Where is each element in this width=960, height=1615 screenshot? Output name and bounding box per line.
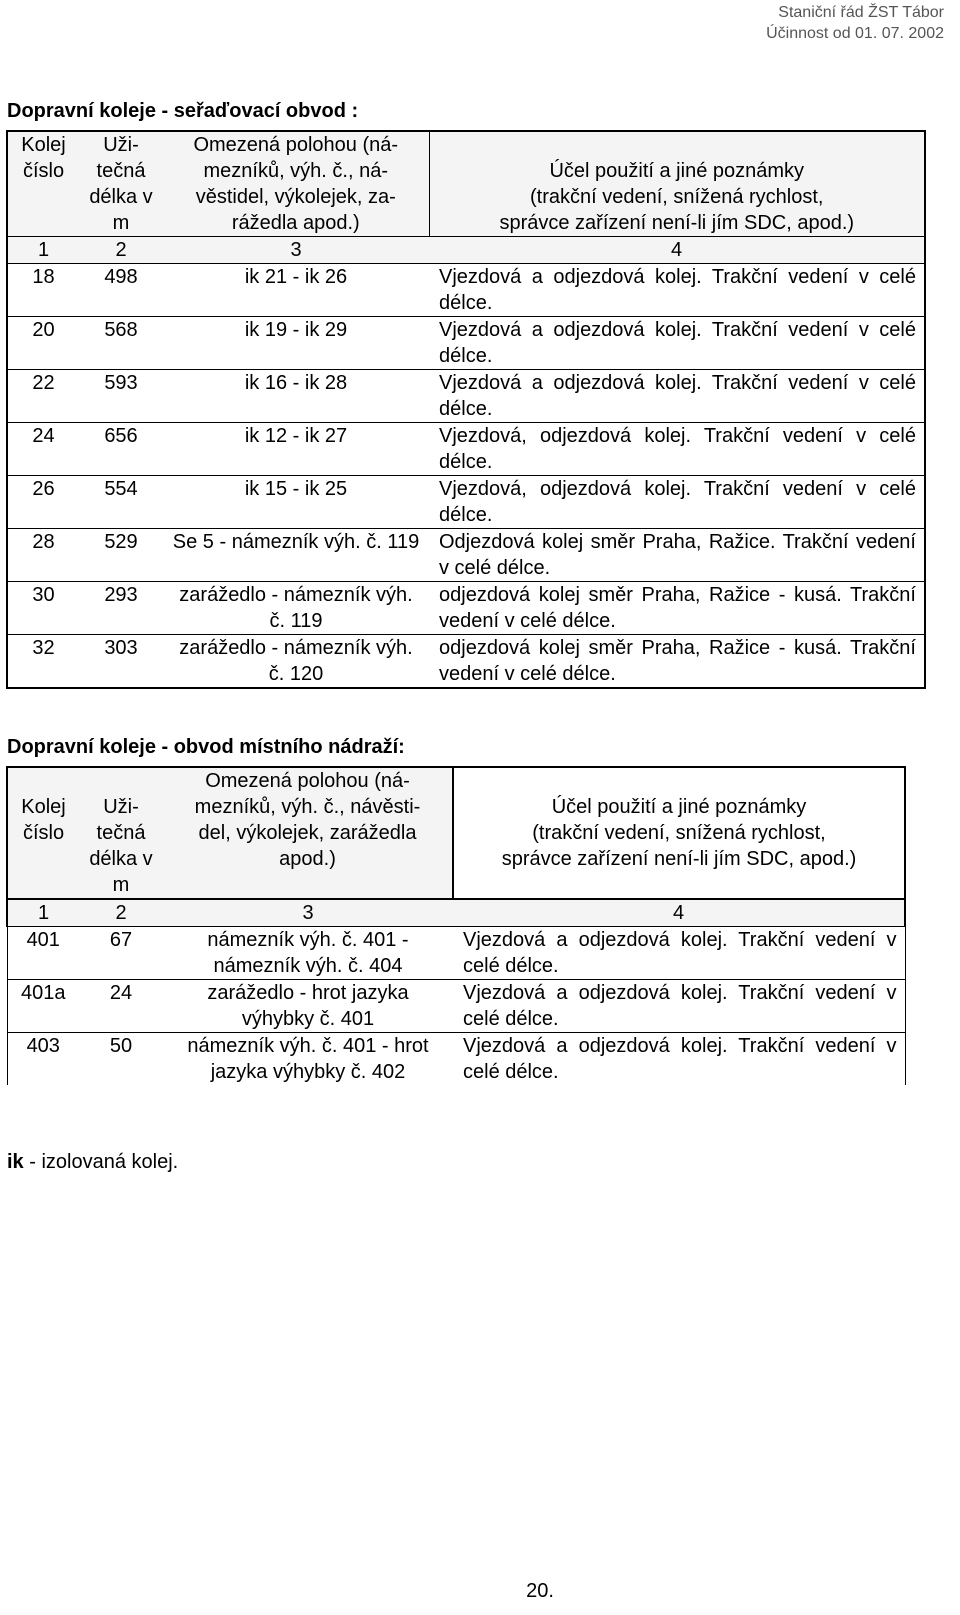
cell-ucel: Vjezdová, odjezdová kolej. Trakční vedení v celé délce. [429,476,925,529]
cell-kolej: 401a [7,980,79,1033]
cell-omezena: námezník výh. č. 401 - námezník výh. č. 404 [163,927,453,980]
cell-omezena: ik 12 - ik 27 [163,423,429,476]
col-header-delka: Uži- tečná délka v m [79,767,163,899]
col-number: 3 [163,237,429,264]
col-number: 3 [163,899,453,927]
document-title: Staniční řád ŽST Tábor [778,4,944,21]
cell-omezena: zarážedlo - námezník výh. č. 120 [179,637,413,685]
cell-kolej: 28 [7,529,79,582]
cell-omezena: zarážedlo - hrot jazyka výhybky č. 401 [163,980,453,1033]
cell-omezena: ik 16 - ik 28 [163,370,429,423]
cell-ucel: Odjezdová kolej směr Praha, Ražice. Trakční vedení v celé délce. [429,529,925,582]
cell-ucel: Vjezdová a odjezdová kolej. Trakční vedení v celé délce. [453,927,905,980]
cell-ucel: Vjezdová a odjezdová kolej. Trakční vedení v celé délce. [429,370,925,423]
page-header [766,2,944,44]
col-number: 4 [453,899,905,927]
cell-kolej: 401 [7,927,79,980]
cell-omezena: zarážedlo - námezník výh. č. 119 [163,582,429,635]
cell-delka: 498 [79,264,163,317]
table-row [7,264,925,317]
cell-ucel: Vjezdová, odjezdová kolej. Trakční vedení v celé délce. [429,423,925,476]
col-header-omezena: Omezená polohou (ná- mezníků, výh. č., návěsti- del, výkolejek, zarážedla apod.) [163,767,453,899]
col-number: 2 [79,237,163,264]
cell-delka: 50 [109,1035,133,1057]
col-number: 1 [7,899,79,927]
cell-kolej: 22 [7,370,79,423]
cell-ucel: Vjezdová a odjezdová kolej. Trakční vedení v celé délce. [429,264,925,317]
col-number: 1 [7,237,79,264]
footnote-abbr: ik [7,1151,24,1173]
table-row [7,927,905,980]
cell-omezena: Se 5 - námezník výh. č. 119 [163,529,429,582]
cell-delka: 303 [104,637,138,659]
cell-ucel: Vjezdová a odjezdová kolej. Trakční vedení v celé délce. [453,980,905,1033]
cell-ucel: odjezdová kolej směr Praha, Ražice - kusá. Trakční vedení v celé délce. [429,582,925,635]
cell-kolej: 32 [32,637,55,659]
cell-omezena: ik 21 - ik 26 [163,264,429,317]
table-local-station-tracks [6,766,906,1085]
page-number: 20. [526,1580,554,1602]
footnote [7,1151,178,1174]
col-header-kolej: Kolej číslo [7,767,79,899]
col-header-ucel: Účel použití a jiné poznámky (trakční vedení, snížená rychlost, správce zařízení není-li jím SDC, apod.) [453,767,905,899]
table-row [7,635,925,689]
col-header-kolej: Kolej číslo [7,131,79,237]
table-row [7,370,925,423]
column-number-row [7,899,905,927]
table-header-row [7,767,905,899]
cell-delka: 554 [79,476,163,529]
cell-delka: 529 [79,529,163,582]
cell-kolej: 18 [7,264,79,317]
table-row [7,1033,905,1086]
cell-delka: 67 [79,927,163,980]
section1-title: Dopravní koleje - seřaďovací obvod : [7,100,359,122]
col-header-ucel: Účel použití a jiné poznámky (trakční vedení, snížená rychlost, správce zařízení není-li jím SDC, apod.) [429,131,925,237]
table-header-row [7,131,925,237]
cell-ucel: Vjezdová a odjezdová kolej. Trakční vedení v celé délce. [429,317,925,370]
cell-ucel: odjezdová kolej směr Praha, Ražice - kusá. Trakční vedení v celé délce. [439,637,916,685]
cell-delka: 593 [79,370,163,423]
cell-kolej: 24 [7,423,79,476]
cell-ucel: Vjezdová a odjezdová kolej. Trakční vedení v celé délce. [463,1035,897,1083]
table-row [7,423,925,476]
cell-omezena: námezník výh. č. 401 - hrot jazyka výhybky č. 402 [187,1035,429,1083]
col-header-omezena: Omezená polohou (ná- mezníků, výh. č., ná- věstidel, výkolejek, za- rážedla apod.) [163,131,429,237]
cell-delka: 656 [79,423,163,476]
table-row [7,582,925,635]
col-number: 4 [429,237,925,264]
effective-date: Účinnost od 01. 07. 2002 [766,25,944,42]
table-row [7,529,925,582]
table-row [7,317,925,370]
table-row [7,476,925,529]
cell-delka: 24 [79,980,163,1033]
cell-delka: 293 [79,582,163,635]
col-number: 2 [79,899,163,927]
cell-delka: 568 [79,317,163,370]
footnote-text: - izolovaná kolej. [23,1151,179,1173]
cell-omezena: ik 19 - ik 29 [163,317,429,370]
column-number-row [7,237,925,264]
table-row [7,980,905,1033]
cell-kolej: 30 [7,582,79,635]
cell-kolej: 403 [26,1035,60,1057]
col-header-delka: Uži- tečná délka v m [79,131,163,237]
cell-kolej: 26 [7,476,79,529]
cell-kolej: 20 [7,317,79,370]
section2-title: Dopravní koleje - obvod místního nádraží: [7,736,405,758]
cell-omezena: ik 15 - ik 25 [163,476,429,529]
table-shunting-tracks [6,130,926,689]
